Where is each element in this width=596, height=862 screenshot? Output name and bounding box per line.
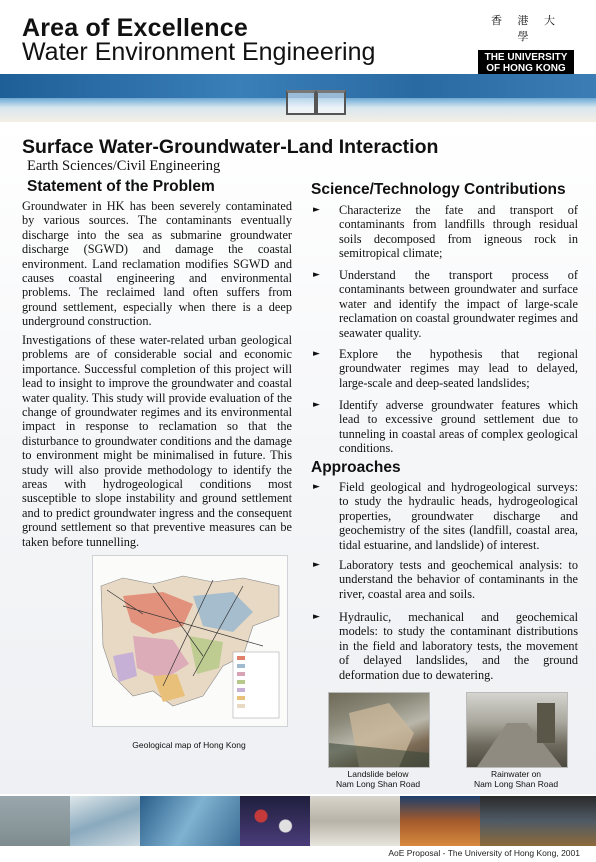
approach-item	[313, 480, 578, 552]
hku-logo	[478, 12, 574, 74]
approach-item	[313, 610, 578, 682]
footer-image-strip	[0, 796, 596, 846]
landslide-caption-line1: Landslide below	[347, 769, 409, 779]
problem-heading: Statement of the Problem	[27, 178, 215, 195]
rainwater-caption	[456, 769, 576, 789]
logo-chinese-text: 香 港 大 學	[491, 14, 561, 43]
contribution-text: Identify adverse groundwater features which lead to excessive ground settlement due to tunneling in coastal areas of complex geological conditions.	[339, 398, 578, 456]
page-title: Surface Water-Groundwater-Land Interaction	[22, 136, 439, 158]
deck-chair-icon	[286, 90, 316, 115]
landslide-photo	[328, 692, 430, 768]
landslide-caption	[328, 769, 428, 789]
page-subtitle: Earth Sciences/Civil Engineering	[27, 158, 221, 174]
rainwater-caption-line1: Rainwater on	[490, 769, 542, 779]
bullet-arrow-icon: ►	[313, 270, 320, 280]
logo-text-2: OF HONG KONG	[486, 63, 566, 74]
footer-bar	[0, 846, 596, 862]
approach-text: Hydraulic, mechanical and geochemical models: to study the contaminant distributions in the field and laboratory tests, the movement of delayed landslides, and the ground deformation due to dewatering.	[339, 610, 578, 682]
contributions-heading: Science/Technology Contributions	[311, 181, 566, 198]
bullet-arrow-icon: ►	[313, 400, 320, 410]
contribution-text: Understand the transport process of contaminants between groundwater and surface water and identify the impact of large-scale reclamation on coastal groundwater regimes and seawater quality.	[339, 268, 578, 340]
rainwater-photo	[466, 692, 568, 768]
deck-chair-icon	[316, 90, 346, 115]
bullet-arrow-icon: ►	[313, 612, 320, 622]
contribution-item	[313, 268, 578, 340]
poster-header	[0, 0, 596, 74]
logo-wordmark	[478, 50, 574, 76]
header-title: Area of Excellence	[22, 14, 248, 42]
approach-text: Laboratory tests and geochemical analysis: to understand the behavior of contaminants in the river, coastal area and soils.	[339, 558, 578, 601]
beach-banner-image	[0, 74, 596, 122]
approach-item	[313, 558, 578, 601]
contribution-text: Characterize the fate and transport of contaminants from landfills through residual soils decomposed from igneous rock in semitropical climate;	[339, 203, 578, 261]
problem-paragraph-1: Groundwater in HK has been severely contaminated by various sources. The contaminants eventually discharge into the sea as submarine groundwater discharge (SGWD) and damage the coastal environment. Land reclamation modifies SGWD and causes coastal engineering and environmental problems. The reclaimed land often suffers from ground settlement, especially when there is a deep underground construction.	[22, 199, 292, 329]
landslide-photo-drawing	[329, 693, 429, 767]
approaches-heading: Approaches	[311, 459, 401, 476]
header-subtitle: Water Environment Engineering	[22, 38, 376, 66]
contribution-text: Explore the hypothesis that regional groundwater regimes may lead to delayed, large-scale and deep-seated landslides;	[339, 347, 578, 390]
rainwater-photo-drawing	[467, 693, 567, 767]
rainwater-caption-line2: Nam Long Shan Road	[473, 779, 559, 789]
bullet-arrow-icon: ►	[313, 205, 320, 215]
bullet-arrow-icon: ►	[313, 482, 320, 492]
contribution-item	[313, 203, 578, 261]
footer-credit: AoE Proposal - The University of Hong Kong, 2001	[388, 848, 580, 858]
bullet-arrow-icon: ►	[313, 560, 320, 570]
contribution-item	[313, 347, 578, 390]
landslide-caption-line2: Nam Long Shan Road	[335, 779, 421, 789]
geological-map-drawing	[93, 556, 287, 726]
problem-paragraph-2: Investigations of these water-related urban geological problems are of considerable social and economic importance. Successful completion of this project will lead to insight to improve the groundwater and coastal water quality. This study will provide evaluation of the change of groundwater regimes and its environmental impact in response to reclamation so that the disturbance to groundwater conditions and the damage to environment might be minimalised in future. This study will also provide methodology to identify the areas with hydrogeological conditions most susceptible to slope instability and ground settlement and to predict groundwater ingress and the consequent ground settlement so that preventive measures can be taken before tunnelling.	[22, 333, 292, 549]
bullet-arrow-icon: ►	[313, 349, 320, 359]
approach-text: Field geological and hydrogeological surveys: to study the hydraulic heads, hydrogeological properties, groundwater discharge and geochemistry of the sites (landfill, coastal area, tidal estuarine, and landslide) of interest.	[339, 480, 578, 552]
logo-text-1: THE UNIVERSITY	[484, 52, 568, 63]
geological-map	[92, 555, 288, 727]
contribution-item	[313, 398, 578, 456]
map-caption: Geological map of Hong Kong	[132, 740, 246, 750]
